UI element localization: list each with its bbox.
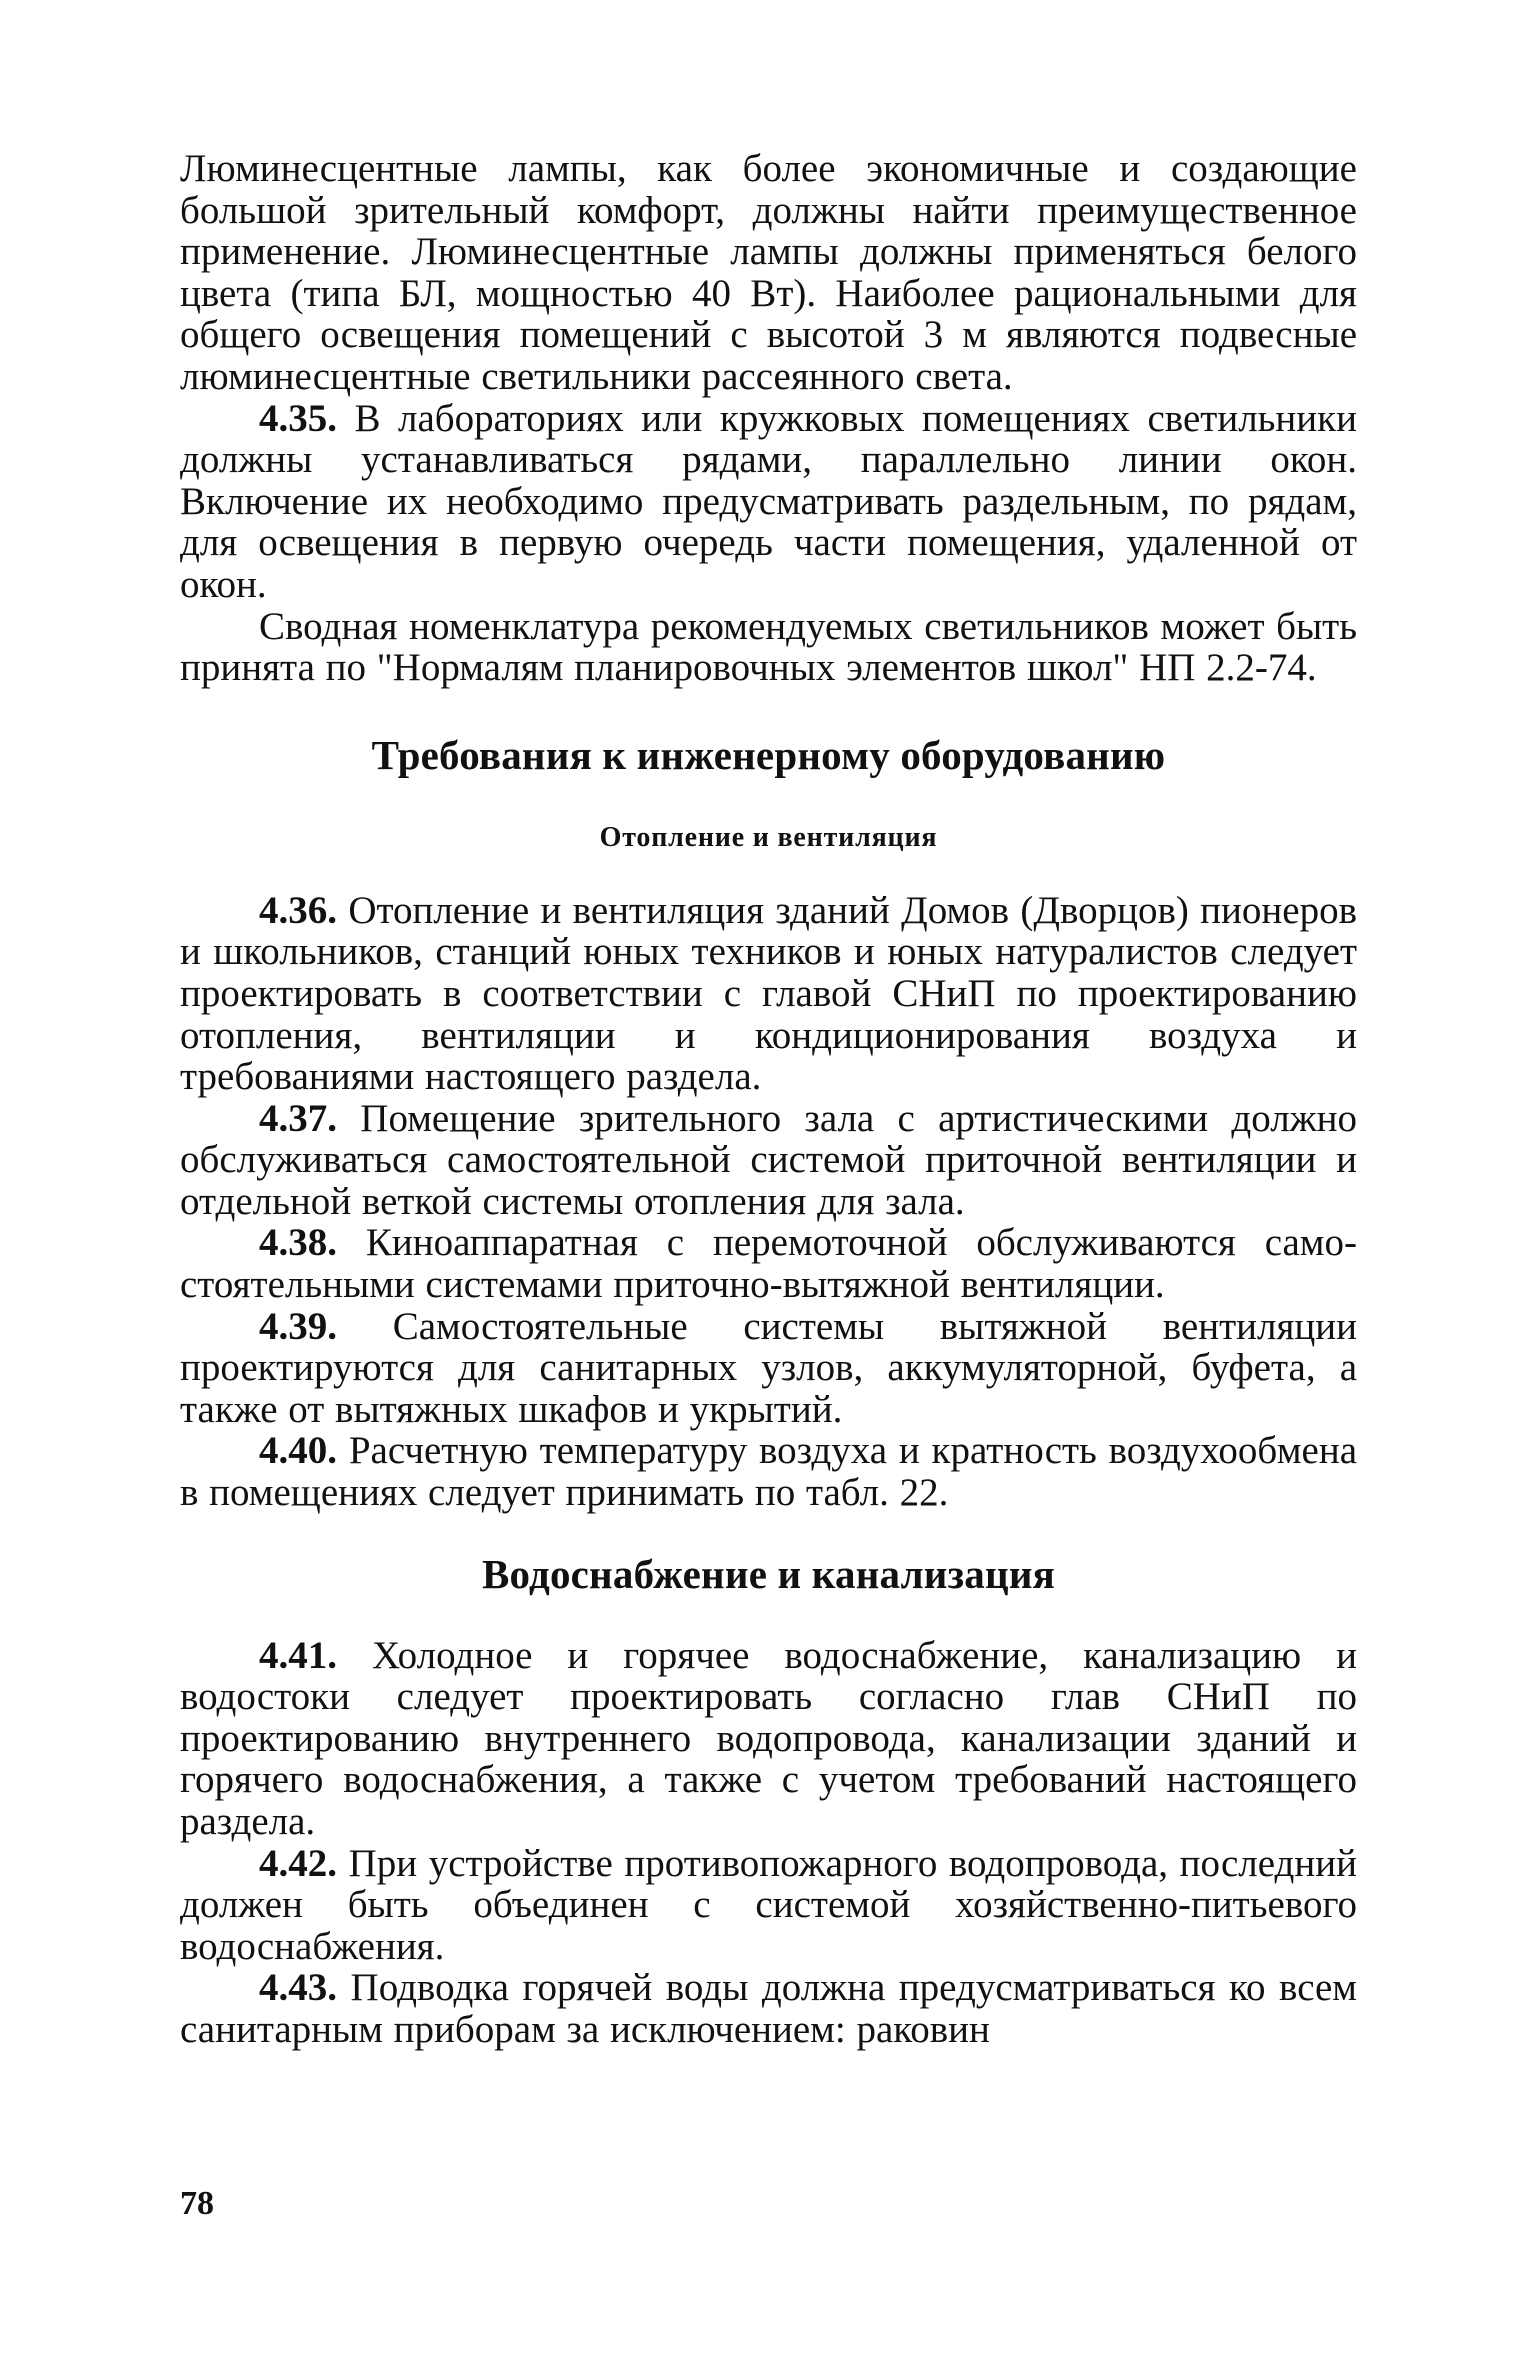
- page-number: 78: [180, 2185, 214, 2222]
- section-heading: Требования к инженерному оборудованию: [371, 731, 1166, 778]
- paragraph-4-35: [180, 398, 1357, 606]
- paragraph-4-42: [180, 1843, 1357, 1968]
- paragraph-4-41: [180, 1635, 1357, 1843]
- subsection-heading-water: Водоснабжение и канализация: [481, 1550, 1056, 1597]
- paragraph-number: 4.36.: [259, 888, 337, 932]
- paragraph-4-37: [180, 1098, 1357, 1223]
- paragraph-text: В лабораториях или кружковых помещениях светильники должны устанавливаться рядами, параллельно линии окон. Включение их необходимо предусматривать раздельным, по рядам, для освещения в первую очередь части помещения, удаленной от окон.: [180, 396, 1357, 606]
- paragraph-text: Холодное и горячее водоснабжение, канализацию и водостоки следует проектировать согласно глав СНиП по проектированию внутреннего водопровода, канализации зданий и горячего водоснабжения, а также с учетом требований настоящего раздела.: [180, 1633, 1358, 1843]
- subsection-heading-heating: Отопление и вентиляция: [599, 821, 938, 853]
- paragraph-4-43: [180, 1967, 1357, 2050]
- paragraph-4-36: [180, 890, 1357, 1098]
- paragraph-number: 4.35.: [259, 396, 337, 440]
- paragraph-number: 4.37.: [259, 1096, 337, 1140]
- paragraph-number: 4.43.: [259, 1966, 337, 2010]
- paragraph-text: Подводка горячей воды должна предусматриваться ко всем санитарным приборам за исключением: раковин: [180, 1966, 1357, 2051]
- paragraph-4-38: [180, 1222, 1357, 1305]
- paragraph-text: Киноаппаратная с перемоточной обслуживаются самостоятельными системами приточно-вытяжной вентиляции.: [180, 1221, 1357, 1307]
- paragraph-text: Самостоятельные системы вытяжной вентиляции проектируются для санитарных узлов, аккумуляторной, буфета, а также от вытяжных шкафов и укрытий.: [180, 1304, 1358, 1431]
- paragraph-text: При устройстве противопожарного водопровода, последний должен быть объединен с системой хозяйственно-питьевого водоснабжения.: [180, 1841, 1358, 1968]
- paragraph-number: 4.40.: [259, 1429, 337, 1473]
- paragraph-number: 4.39.: [259, 1304, 337, 1348]
- paragraph-4-40: [180, 1430, 1357, 1513]
- paragraph-number: 4.42.: [259, 1841, 337, 1885]
- document-page: [180, 148, 1357, 2051]
- paragraph-number: 4.41.: [259, 1633, 337, 1677]
- paragraph-text: Отопление и вентиляция зданий Домов (Дворцов) пионеров и школьников, станций юных техников и юных натуралистов следует проектировать в соответствии с главой СНиП по проектированию отопления, вентиляции и кондиционирования воздуха и требованиями настоящего раздела.: [180, 888, 1358, 1099]
- paragraph-nomenclature: Сводная номенклатура рекомендуемых светильников может быть принята по "Нормалям планировочных элементов школ" НП 2.2-74.: [180, 604, 1357, 690]
- paragraph-number: 4.38.: [259, 1221, 337, 1265]
- paragraph-text: Помещение зрительного зала с артистическими должно обслуживаться самостоятельной системой приточной вентиляции и отдельной веткой системы отопления для зала.: [180, 1096, 1357, 1223]
- paragraph-text: Расчетную температуру воздуха и кратность воздухообмена в помещениях следует принимать по табл. 22.: [180, 1429, 1358, 1515]
- paragraph-fluorescent-lamps: Люминесцентные лампы, как более экономичные и создающие большой зрительный комфорт, должны найти преимущественное применение. Люминесцентные лампы должны применяться белого цвета (типа БЛ, мощностью 40 Вт). Наиболее рациональными для общего освещения помещений с высотой 3 м являются подвесные люминесцентные светильники рассеянного света.: [180, 147, 1357, 398]
- paragraph-4-39: [180, 1306, 1357, 1431]
